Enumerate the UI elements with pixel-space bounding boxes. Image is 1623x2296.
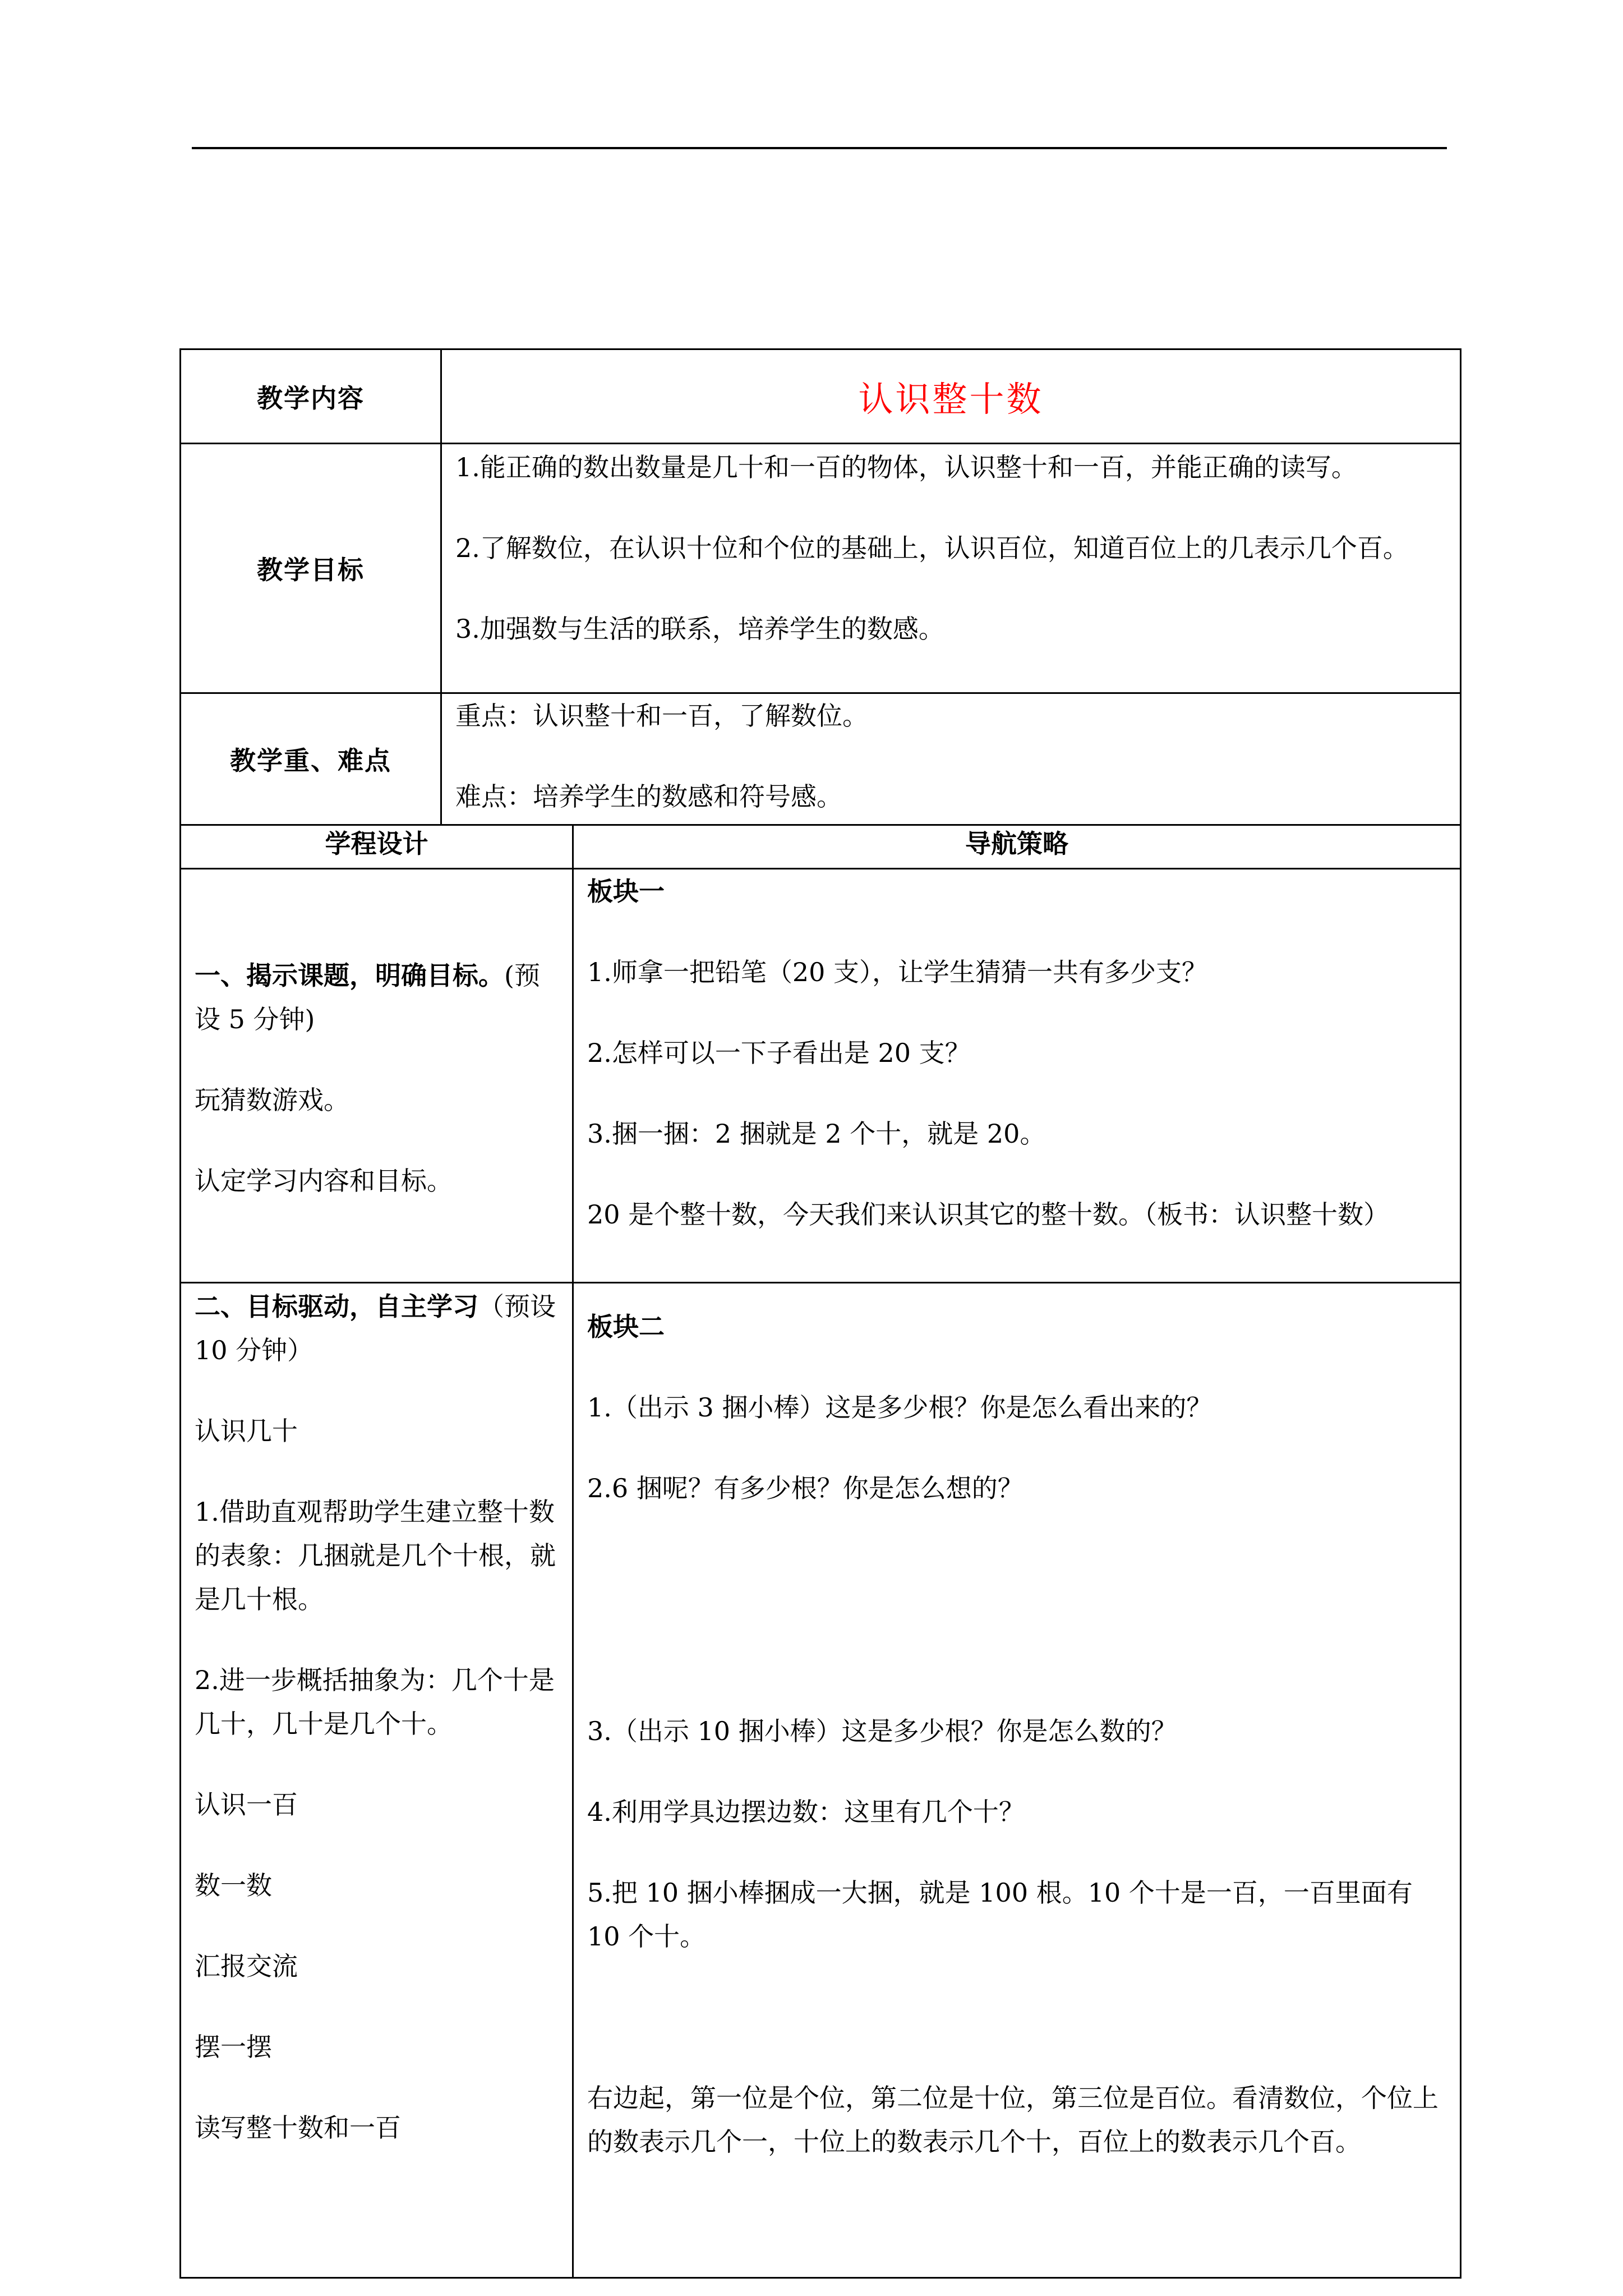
block-2-title: 板块二 — [587, 1312, 665, 1342]
section2-design-item: 认识一百 — [195, 1789, 298, 1820]
section1-design-item: 玩猜数游戏。 — [195, 1085, 349, 1115]
section2-heading: 二、目标驱动，自主学习（预设 10 分钟） — [195, 1291, 556, 1365]
section2-row — [181, 1283, 1461, 2278]
section2-design-item: 认识几十 — [195, 1416, 298, 1446]
goal-3: 3.加强数与生活的联系，培养学生的数感。 — [455, 614, 944, 644]
section2-strategy-item: 4.利用学具边摆边数：这里有几个十？ — [587, 1797, 1025, 1827]
section2-strategy-item: 3.（出示 10 捆小棒）这是多少根？你是怎么数的？ — [587, 1716, 1177, 1746]
goal-2: 2.了解数位，在认识十位和个位的基础上，认识百位，知道百位上的几表示几个百。 — [455, 533, 1409, 563]
section1-strategy-item: 1.师拿一把铅笔（20 支），让学生猜猜一共有多少支？ — [587, 957, 1208, 987]
section2-strategy-item: 2.6 捆呢？有多少根？你是怎么想的？ — [587, 1473, 1023, 1503]
block-1-title: 板块一 — [587, 876, 665, 907]
section2-strategy-item: 5.把 10 捆小棒捆成一大捆，就是 100 根。10 个十是一百，一百里面有 10 个十。 — [587, 1878, 1413, 1952]
section2-design — [181, 1283, 573, 2278]
keypoints-label: 教学重、难点 — [181, 693, 441, 825]
content-label: 教学内容 — [181, 349, 441, 444]
section1-strategy — [573, 869, 1461, 1283]
section1-strategy-item: 3.捆一捆：2 捆就是 2 个十，就是 20。 — [587, 1119, 1046, 1149]
difficult-point: 难点：培养学生的数感和符号感。 — [455, 781, 842, 812]
section2-design-item: 数一数 — [195, 1870, 272, 1901]
goal-1: 1.能正确的数出数量是几十和一百的物体，认识整十和一百，并能正确的读写。 — [455, 452, 1357, 482]
content-row — [181, 349, 1461, 444]
lesson-plan-table — [179, 348, 1460, 2279]
section2-strategy-item: 右边起，第一位是个位，第二位是十位，第三位是百位。看清数位，个位上的数表示几个一，十位上的数表示几个十，百位上的数表示几个百。 — [587, 2083, 1438, 2157]
section1-heading: 一、揭示课题，明确目标。(预设 5 分钟) — [195, 960, 540, 1034]
keypoints-row — [181, 693, 1461, 825]
section2-design-item: 2.进一步概括抽象为：几个十是几十，几十是几个十。 — [195, 1665, 555, 1739]
goals-row — [181, 444, 1461, 693]
section2-design-item: 汇报交流 — [195, 1951, 298, 1981]
header-rule — [192, 147, 1447, 149]
section1-row — [181, 869, 1461, 1283]
goals-cell — [441, 444, 1461, 693]
section2-strategy-item: 1.（出示 3 捆小棒）这是多少根？你是怎么看出来的？ — [587, 1392, 1212, 1423]
goals-label: 教学目标 — [181, 444, 441, 693]
section1-strategy-item: 2.怎样可以一下子看出是 20 支？ — [587, 1038, 971, 1068]
section1-design-item: 认定学习内容和目标。 — [195, 1166, 453, 1196]
lesson-title: 认识整十数 — [441, 349, 1461, 444]
section2-strategy — [573, 1283, 1461, 2278]
section2-design-item: 读写整十数和一百 — [195, 2113, 401, 2143]
column-header-row — [181, 825, 1461, 869]
section2-design-item: 摆一摆 — [195, 2032, 272, 2062]
strategy-header: 导航策略 — [573, 825, 1461, 869]
keypoints-cell — [441, 693, 1461, 825]
design-header: 学程设计 — [181, 825, 573, 869]
section1-strategy-item: 20 是个整十数，今天我们来认识其它的整十数。（板书：认识整十数） — [587, 1199, 1390, 1230]
section1-design — [181, 869, 573, 1283]
section2-design-item: 1.借助直观帮助学生建立整十数的表象：几捆就是几个十根，就是几十根。 — [195, 1497, 556, 1614]
key-point: 重点：认识整十和一百，了解数位。 — [455, 701, 868, 731]
